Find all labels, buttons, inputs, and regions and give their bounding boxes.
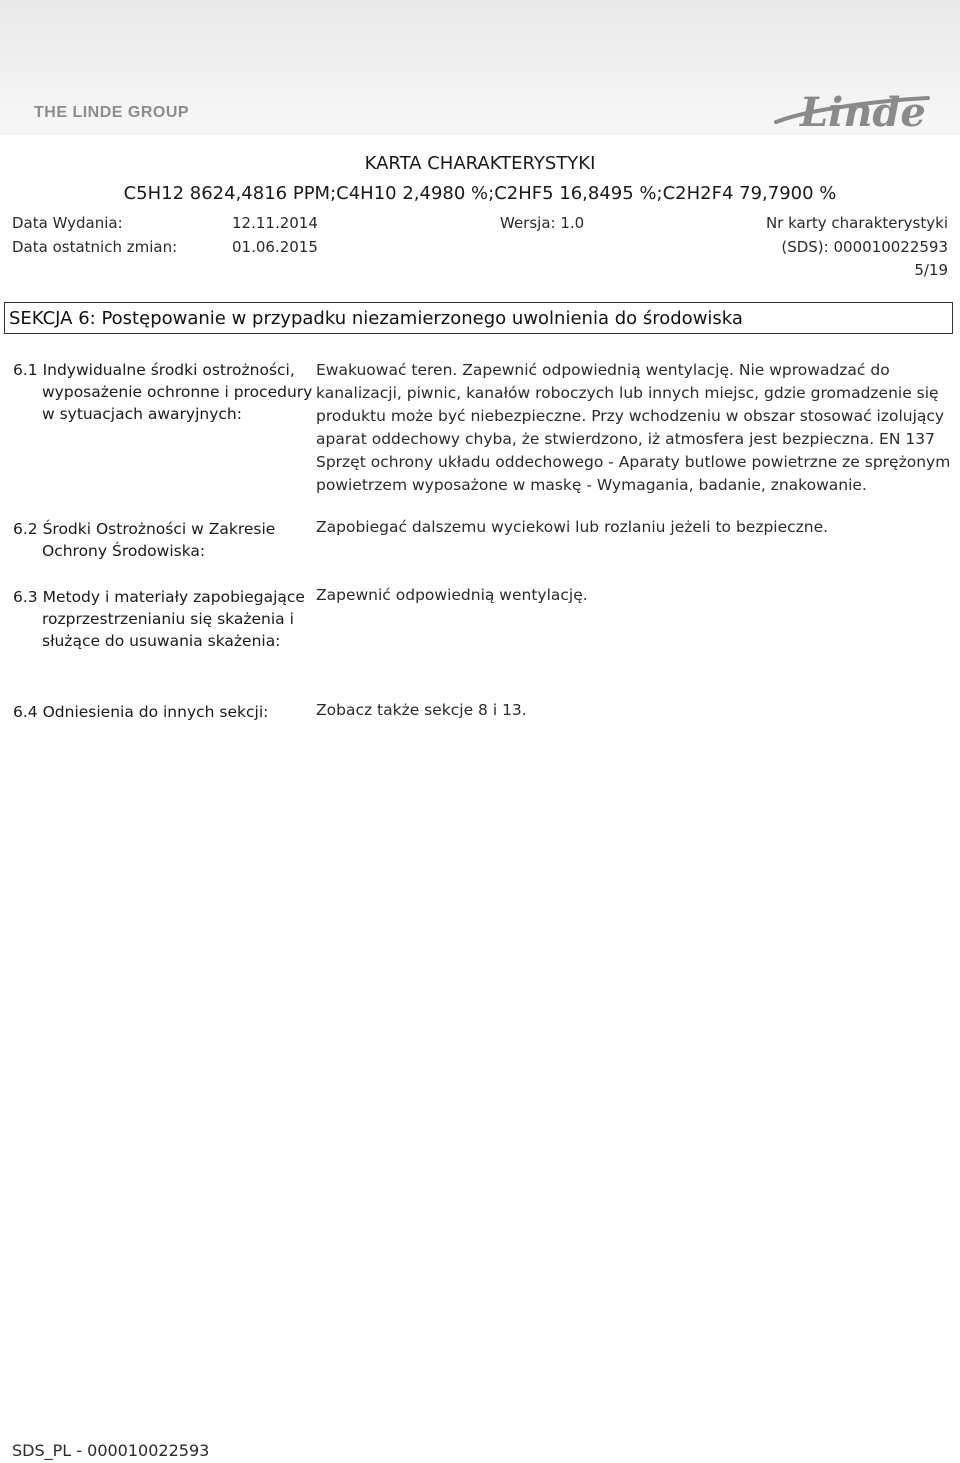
issue-date: 12.11.2014 [232,214,318,232]
row-value-6-3: Zapewnić odpowiednią wentylację. [316,586,588,604]
footer-doc-id: SDS_PL - 000010022593 [12,1441,210,1460]
row-value-6-1: Ewakuować teren. Zapewnić odpowiednią wentylację. Nie wprowadzać do kanalizacji, piwnic, kanałów roboczych lub innych miejsc, gdzie gromadzenie się produktu może być niebezpieczne. Przy wchodzeniu w obszar stosować izolujący aparat oddechowy chyba, że stwierdzono, iż atmosfera jest bezpieczna. EN 137 Sprzęt ochrony układu oddechowego - Aparaty butlowe powietrzne ze sprężonym powietrzem wyposażone w maskę - Wymagania, badanie, znakowanie. [316,361,951,494]
row-label-6-2: 6.2 Środki Ostrożności w Zakresie Ochrony Środowiska: [13,520,276,560]
header-banner [0,0,960,135]
sds-label: Nr karty charakterystyki [765,214,948,232]
product-name: C5H12 8624,4816 PPM;C4H10 2,4980 %;C2HF5 16,8495 %;C2H2F4 79,7900 % [123,183,837,204]
linde-logo [772,82,932,134]
revision-date: 01.06.2015 [232,238,318,256]
version: Wersja: 1.0 [500,214,585,232]
section-header [4,302,953,334]
row-value-6-4: Zobacz także sekcje 8 i 13. [316,701,527,719]
svg-text:Linde: Linde [800,89,926,134]
row-value-6-2: Zapobiegać dalszemu wyciekowi lub rozlaniu jeżeli to bezpieczne. [316,518,829,536]
document-title: KARTA CHARAKTERYSTYKI [364,153,596,174]
group-name: THE LINDE GROUP [34,104,190,121]
sds-number: (SDS): 000010022593 [781,238,948,256]
row-label-6-1: 6.1 Indywidualne środki ostrożności, wyposażenie ochronne i procedury w sytuacjach awaryjnych: [13,361,313,423]
row-label-6-4: 6.4 Odniesienia do innych sekcji: [13,703,269,721]
row-label-6-3: 6.3 Metody i materiały zapobiegające rozprzestrzenianiu się skażenia i służące do usuwania skażenia: [13,588,305,650]
issue-date-label: Data Wydania: [12,214,123,232]
section-title: SEKCJA 6: Postępowanie w przypadku niezamierzonego uwolnienia do środowiska [9,308,743,329]
revision-date-label: Data ostatnich zmian: [12,238,178,256]
page-number: 5/19 [914,261,948,279]
